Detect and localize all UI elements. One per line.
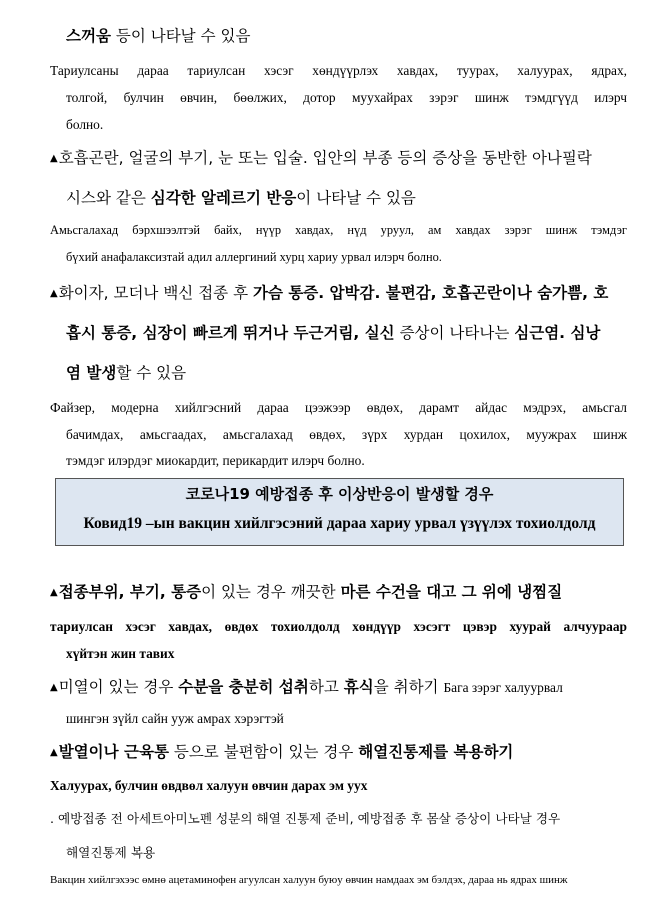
symptom-nausea-line bbox=[66, 24, 250, 46]
kr-myocarditis-line-1 bbox=[50, 281, 608, 303]
kr-pain-b: 등으로 불편함이 있는 경우 bbox=[168, 743, 359, 761]
kr-myo-text-2b: 증상이 나타나는 bbox=[394, 324, 515, 342]
kr-fever-c: 하고 bbox=[308, 678, 344, 696]
nausea-rest: 등이 나타날 수 있음 bbox=[110, 27, 251, 45]
kr-myo-text-1b: 가슴 통증. 압박감. 불편감, 호흡곤란이나 숨가쁨, 호 bbox=[252, 284, 609, 302]
triangle-bullet-icon: ▲ bbox=[50, 682, 58, 693]
mn-painkiller-line: Халуурах, булчин өвдвөл халуун өвчин дарах эм уух bbox=[50, 778, 368, 793]
triangle-bullet-icon: ▲ bbox=[50, 288, 58, 299]
mn-allergy-line-2: бүхий анафалаксизтай адил аллергиний хурц хариу урвал илэрч болно. bbox=[66, 250, 442, 264]
kr-cold-compress-line bbox=[50, 580, 562, 602]
kr-allergy-severe: 심각한 알레르기 반응 bbox=[150, 189, 297, 207]
triangle-bullet-icon: ▲ bbox=[50, 747, 58, 758]
mn-side-effects-line-2: толгой, булчин өвчин, бөөлжих, дотор муухайрах зэрэг шинж тэмдгүүд илэрч bbox=[66, 90, 627, 105]
kr-cold-b: 이 있는 경우 깨끗한 bbox=[201, 583, 341, 601]
mn-myocarditis-line-1: Файзер, модерна хийлгэсний дараа цээжээр өвдөх, дарамт айдас мэдрэх, амьсгал bbox=[50, 400, 627, 415]
kr-myocarditis-line-3 bbox=[66, 361, 186, 383]
kr-allergy-line-1 bbox=[50, 146, 630, 168]
kr-cold-a: 접종부위, 부기, 통증 bbox=[58, 583, 202, 601]
kr-myo-text-1a: 화이자, 모더나 백신 접종 후 bbox=[58, 284, 253, 302]
mn-side-effects-line-1: Тариулсаны дараа тариулсан хэсэг хөндүүрлэх хавдах, туурах, халуурах, ядрах, bbox=[50, 63, 627, 78]
kr-painkiller-line bbox=[50, 740, 513, 762]
mn-prepare-medicine-line: Вакцин хийлгэхээс өмнө ацетаминофен агуулсан халуун буюу өвчин намдаах эм бэлдэх, дараа нь ядрах шинж bbox=[50, 874, 568, 886]
mn-mild-fever-line-2: шингэн зүйл сайн ууж амрах хэрэгтэй bbox=[66, 711, 284, 726]
nausea-term: 스꺼움 bbox=[66, 27, 111, 45]
kr-pain-a: 발열이나 근육통 bbox=[58, 743, 169, 761]
kr-allergy-text-1: 호흡곤란, 얼굴의 부기, 눈 또는 입술. 입안의 부종 등의 증상을 동반한 아나필락 bbox=[58, 149, 592, 167]
kr-fever-e: 을 취하기 bbox=[373, 678, 444, 696]
section-heading-box bbox=[55, 478, 624, 546]
kr-fever-b: 수분을 충분히 섭취 bbox=[178, 678, 309, 696]
kr-allergy-line-2 bbox=[66, 186, 416, 208]
kr-allergy-text-2a: 시스와 같은 bbox=[66, 189, 151, 207]
kr-myo-text-3a: 염 발생 bbox=[66, 364, 117, 382]
kr-cold-c: 마른 수건을 대고 그 위에 냉찜질 bbox=[340, 583, 563, 601]
kr-myo-text-2a: 흡시 통증, 심장이 빠르게 뛰거나 두근거림, 실신 bbox=[66, 324, 395, 342]
kr-fever-a: 미열이 있는 경우 bbox=[58, 678, 179, 696]
section-heading-mn: Ковид19 –ын вакцин хийлгэсэний дараа хариу урвал үзүүлэх тохиолдолд bbox=[83, 515, 596, 532]
mn-side-effects-line-3: болно. bbox=[66, 117, 104, 132]
kr-myocarditis-line-2 bbox=[66, 321, 600, 343]
mn-allergy-line-1: Амьсгалахад бэрхшээлтэй байх, нүүр хавдах, нүд уруул, ам хавдах зэрэг шинж тэмдэг bbox=[50, 223, 627, 237]
kr-prepare-medicine-line-2: 해열진통제 복용 bbox=[66, 845, 156, 860]
kr-mild-fever-line-1 bbox=[50, 675, 630, 697]
mn-myocarditis-line-3: тэмдэг илэрдэг миокардит, перикардит илэрч болно. bbox=[66, 453, 365, 468]
kr-fever-d: 휴식 bbox=[343, 678, 374, 696]
mn-fever-inline: Бага зэрэг халуурвал bbox=[443, 680, 563, 695]
mn-cold-compress-line-1: тариулсан хэсэг хавдах, өвдөх тохиолдолд хөндүүр хэсэгт цэвэр хуурай алчуураар bbox=[50, 619, 627, 634]
section-heading-kr: 코로나19 예방접종 후 이상반응이 발생할 경우 bbox=[185, 485, 494, 503]
kr-pain-c: 해열진통제를 복용하기 bbox=[358, 743, 514, 761]
kr-allergy-text-2c: 이 나타날 수 있음 bbox=[296, 189, 416, 207]
mn-myocarditis-line-2: бачимдах, амьсгаадах, амьсгалахад өвдөх, зүрх хурдан цохилох, муужрах шинж bbox=[66, 427, 627, 442]
mn-cold-compress-line-2: хүйтэн жин тавих bbox=[66, 646, 175, 661]
kr-myo-text-3b: 할 수 있음 bbox=[116, 364, 187, 382]
triangle-bullet-icon: ▲ bbox=[50, 153, 58, 164]
kr-myo-text-2c: 심근염. 심낭 bbox=[514, 324, 601, 342]
triangle-bullet-icon: ▲ bbox=[50, 587, 58, 598]
kr-prepare-medicine-line-1: . 예방접종 전 아세트아미노펜 성분의 해열 진통제 준비, 예방접종 후 몸살 증상이 나타날 경우 bbox=[50, 811, 561, 826]
